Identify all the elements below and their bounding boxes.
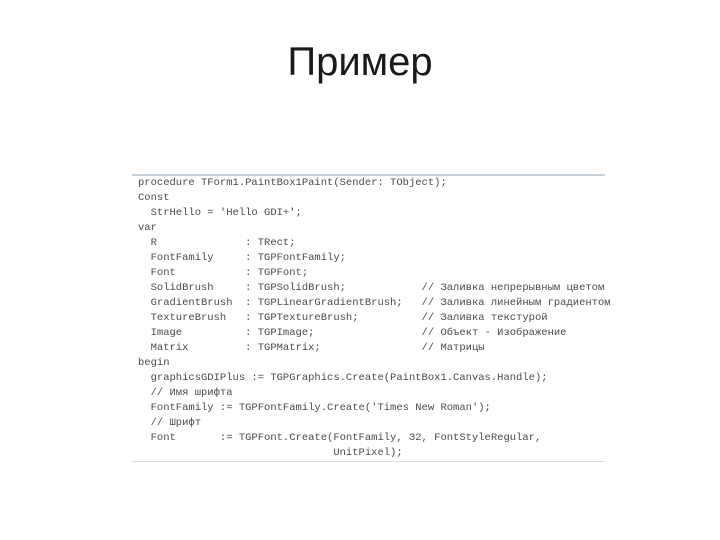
code-line: // Имя шрифта: [138, 387, 233, 399]
code-line: R : TRect;: [138, 237, 296, 249]
code-line: FontFamily : TGPFontFamily;: [138, 252, 346, 264]
code-line: FontFamily := TGPFontFamily.Create('Times New Roman');: [138, 402, 491, 414]
code-line: Image : TGPImage; // Объект - Изображение: [138, 327, 567, 339]
code-line: Const: [138, 192, 170, 204]
code-line: Font := TGPFont.Create(FontFamily, 32, FontStyleRegular,: [138, 432, 542, 444]
code-line: SolidBrush : TGPSolidBrush; // Заливка непрерывным цветом: [138, 282, 605, 294]
code-line: // Шрифт: [138, 417, 202, 429]
slide-title: Пример: [287, 40, 433, 84]
code-line: begin: [138, 357, 170, 369]
code-line: graphicsGDIPlus := TGPGraphics.Create(PaintBox1.Canvas.Handle);: [138, 372, 548, 384]
code-listing: [132, 174, 611, 462]
code-line: TextureBrush : TGPTextureBrush; // Заливка текстурой: [138, 312, 548, 324]
code-line: Matrix : TGPMatrix; // Матрицы: [138, 342, 485, 354]
code-line: var: [138, 222, 157, 234]
code-line: procedure TForm1.PaintBox1Paint(Sender: TObject);: [138, 177, 447, 189]
code-line: GradientBrush : TGPLinearGradientBrush; // Заливка линейным градиентом: [138, 297, 611, 309]
code-line: Font : TGPFont;: [138, 267, 309, 279]
code-line: UnitPixel);: [138, 447, 403, 459]
code-line: StrHello = 'Hello GDI+';: [138, 207, 302, 219]
